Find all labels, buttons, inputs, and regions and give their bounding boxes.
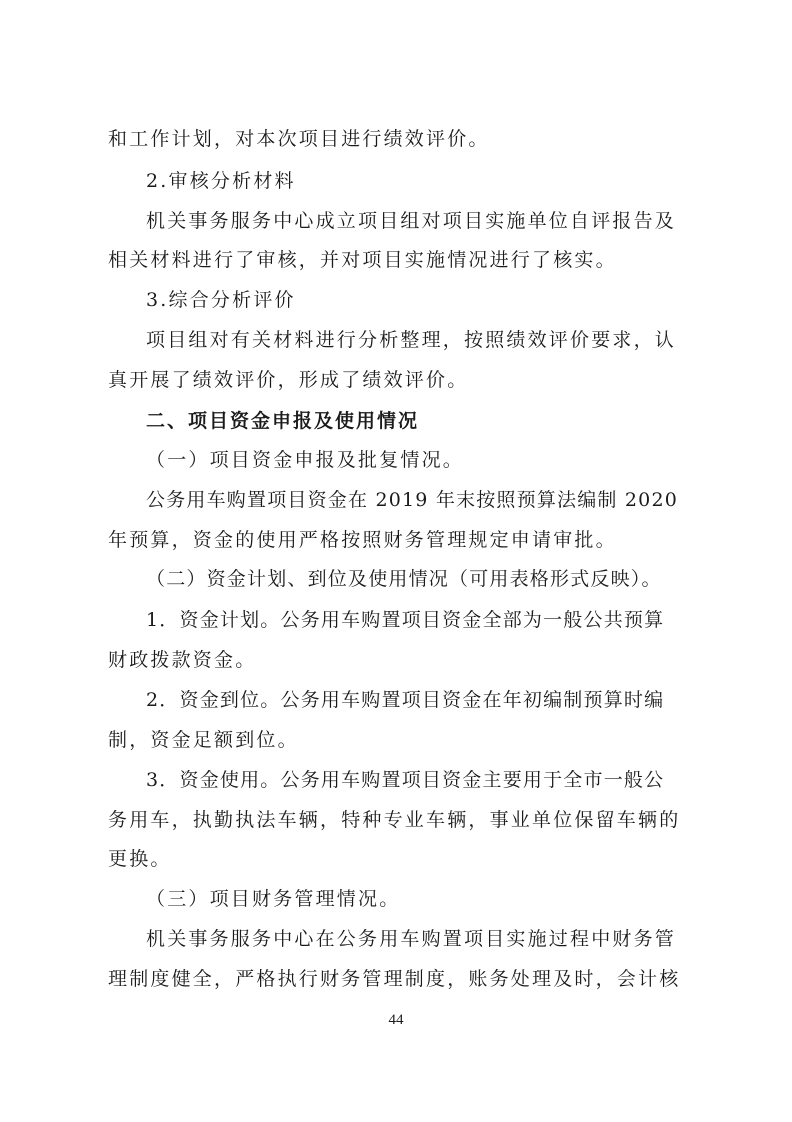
text-line: 3．资金使用。公务用车购置项目资金主要用于全市一般公 (146, 769, 665, 791)
page-number: 44 (388, 1012, 404, 1028)
text-line: 理制度健全，严格执行财务管理制度，账务处理及时，会计核 (108, 968, 681, 990)
text-line: 1．资金计划。公务用车购置项目资金全部为一般公共预算 (146, 609, 665, 631)
text-line: 年预算，资金的使用严格按照财务管理规定申请审批。 (108, 529, 617, 551)
text-line: 真开展了绩效评价，形成了绩效评价。 (108, 369, 469, 391)
text-line: 务用车，执勤执法车辆，特种专业车辆，事业单位保留车辆的 (108, 809, 681, 831)
section-subheading: 3.综合分析评价 (146, 289, 296, 311)
section-heading: 二、项目资金申报及使用情况 (146, 410, 420, 432)
text-line: 更换。 (108, 848, 172, 870)
text-line: 机关事务服务中心成立项目组对项目实施单位自评报告及 (146, 210, 677, 232)
section-subheading: （二）资金计划、到位及使用情况（可用表格形式反映）。 (146, 568, 662, 590)
text-line: 2．资金到位。公务用车购置项目资金在年初编制预算时编 (146, 689, 665, 711)
section-subheading: （一）项目资金申报及批复情况。 (146, 449, 465, 471)
text-line: 制，资金足额到位。 (108, 729, 299, 751)
section-subheading: 2.审核分析材料 (146, 170, 296, 192)
text-line: 和工作计划，对本次项目进行绩效评价。 (108, 128, 490, 150)
section-subheading: （三）项目财务管理情况。 (146, 888, 401, 910)
text-line: 公务用车购置项目资金在 2019 年末按照预算法编制 2020 (146, 489, 679, 511)
text-line: 项目组对有关材料进行分析整理，按照绩效评价要求，认 (146, 329, 677, 351)
text-line: 机关事务服务中心在公务用车购置项目实施过程中财务管 (146, 928, 677, 950)
text-line: 相关材料进行了审核，并对项目实施情况进行了核实。 (108, 249, 617, 271)
text-line: 财政拨款资金。 (108, 649, 257, 671)
